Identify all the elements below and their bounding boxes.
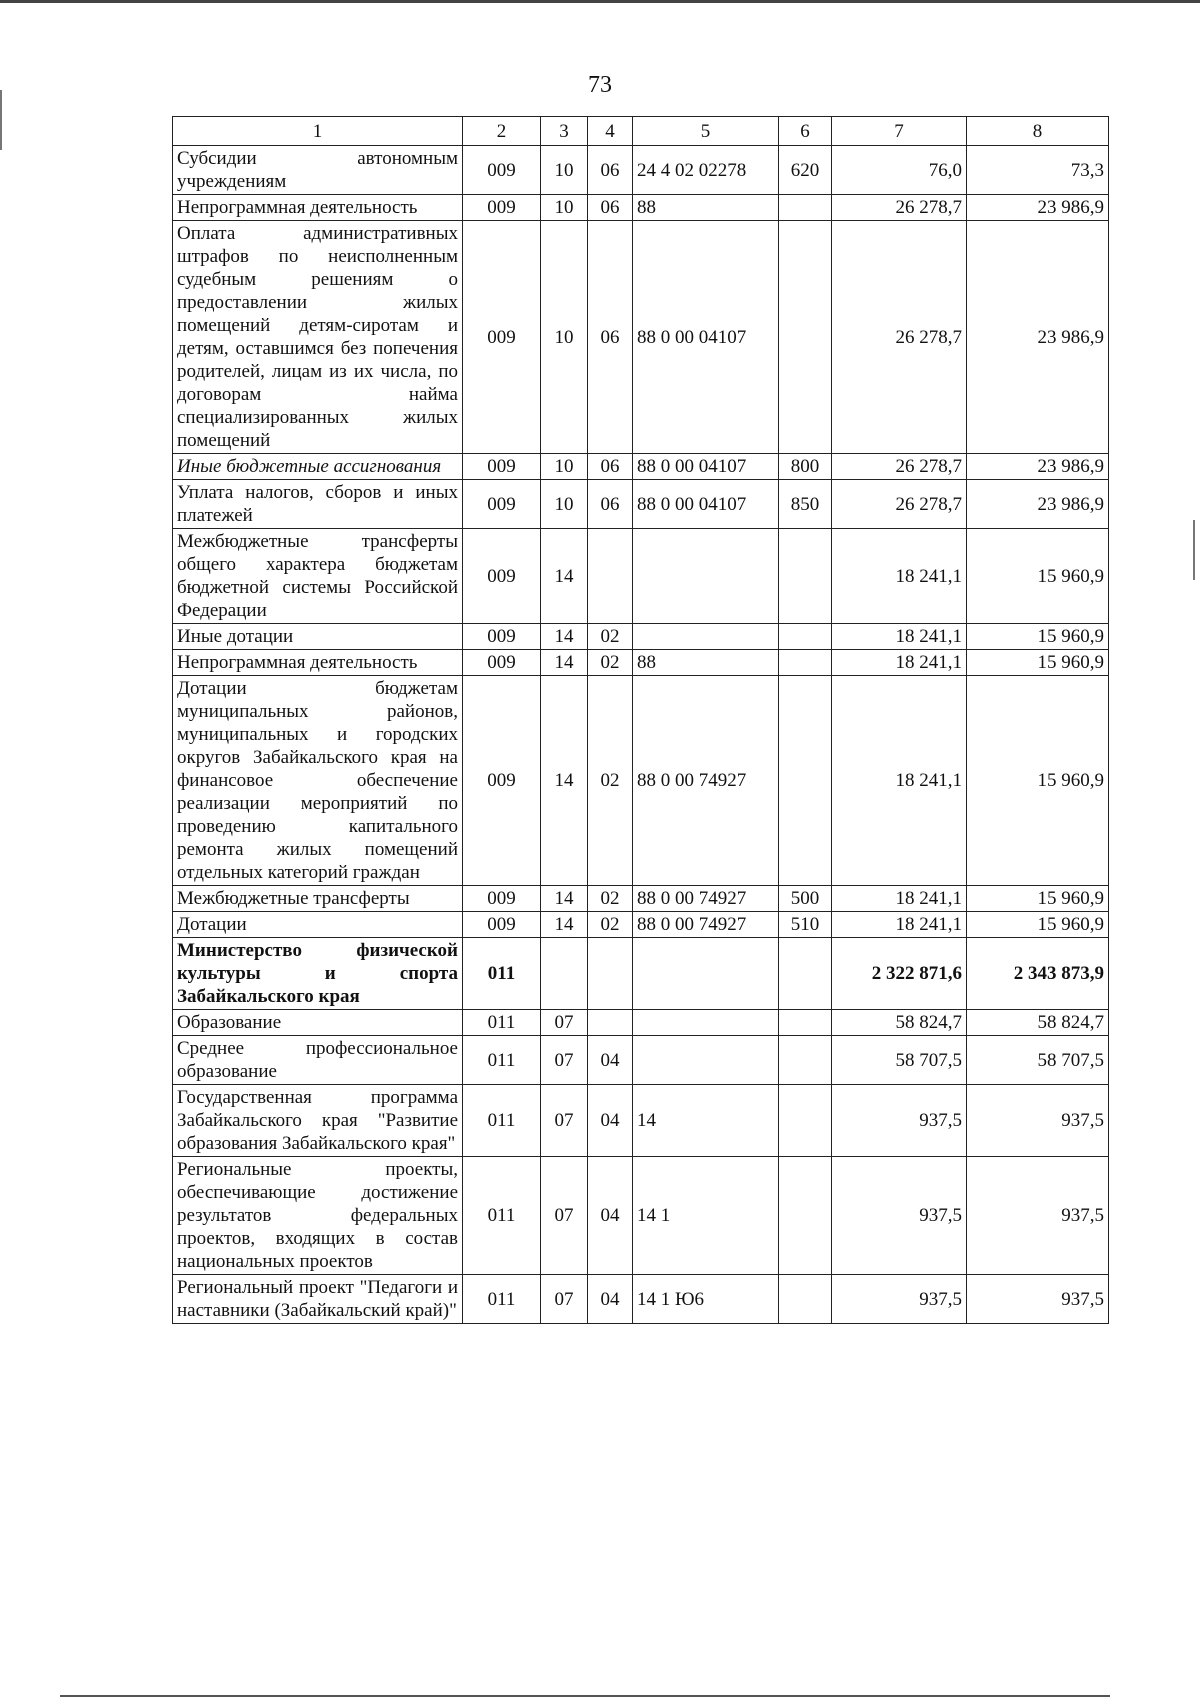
row-amount-year-1: 18 241,1 [832,650,967,676]
row-target-article [633,1036,779,1085]
row-section: 14 [541,650,588,676]
row-amount-year-1: 18 241,1 [832,529,967,624]
row-section: 10 [541,480,588,529]
row-target-article: 88 0 00 74927 [633,676,779,886]
row-amount-year-1: 937,5 [832,1085,967,1157]
table-row [173,1085,1109,1157]
row-expense-type: 500 [779,886,832,912]
row-ministry-code: 009 [463,221,541,454]
row-amount-year-2: 23 986,9 [967,454,1109,480]
row-subsection: 04 [588,1085,633,1157]
row-section: 10 [541,195,588,221]
table-row [173,195,1109,221]
header-col-2: 2 [463,117,541,146]
row-amount-year-1: 26 278,7 [832,195,967,221]
row-amount-year-2: 15 960,9 [967,912,1109,938]
row-subsection: 02 [588,886,633,912]
row-ministry-code: 011 [463,1085,541,1157]
row-section: 07 [541,1275,588,1324]
table-row [173,1036,1109,1085]
scan-edge-right [1193,520,1195,580]
row-name: Межбюджетные трансферты общего характера бюджетам бюджетной системы Российской Федерации [173,529,463,624]
row-target-article: 88 [633,195,779,221]
row-amount-year-2: 15 960,9 [967,886,1109,912]
row-section: 07 [541,1036,588,1085]
row-amount-year-2: 23 986,9 [967,195,1109,221]
row-name: Уплата налогов, сборов и иных платежей [173,480,463,529]
row-target-article: 88 0 00 74927 [633,886,779,912]
scan-edge-bottom [60,1695,1110,1697]
row-target-article [633,624,779,650]
row-subsection: 04 [588,1157,633,1275]
row-name: Дотации [173,912,463,938]
row-name: Образование [173,1010,463,1036]
row-section: 10 [541,221,588,454]
row-amount-year-2: 937,5 [967,1275,1109,1324]
row-amount-year-2: 15 960,9 [967,624,1109,650]
row-expense-type [779,1275,832,1324]
table-row [173,938,1109,1010]
row-ministry-code: 009 [463,650,541,676]
header-col-7: 7 [832,117,967,146]
row-name: Непрограммная деятельность [173,195,463,221]
row-amount-year-2: 937,5 [967,1085,1109,1157]
row-target-article: 14 1 [633,1157,779,1275]
header-col-6: 6 [779,117,832,146]
table-row [173,624,1109,650]
row-name: Непрограммная деятельность [173,650,463,676]
table-row [173,886,1109,912]
row-amount-year-1: 937,5 [832,1275,967,1324]
row-target-article: 24 4 02 02278 [633,146,779,195]
row-subsection: 06 [588,146,633,195]
row-target-article: 88 0 00 04107 [633,221,779,454]
row-section: 14 [541,886,588,912]
row-expense-type [779,529,832,624]
row-amount-year-2: 58 707,5 [967,1036,1109,1085]
row-expense-type [779,624,832,650]
row-name: Региональные проекты, обеспечивающие достижение результатов федеральных проектов, входящих в состав национальных проектов [173,1157,463,1275]
table-row [173,454,1109,480]
row-section: 10 [541,454,588,480]
row-name: Иные бюджетные ассигнования [173,454,463,480]
row-ministry-code: 009 [463,146,541,195]
header-col-1: 1 [173,117,463,146]
page-number: 73 [588,72,612,98]
row-expense-type [779,650,832,676]
row-amount-year-1: 26 278,7 [832,454,967,480]
table-row [173,650,1109,676]
table-row [173,221,1109,454]
row-target-article: 88 0 00 74927 [633,912,779,938]
row-name: Межбюджетные трансферты [173,886,463,912]
row-subsection: 02 [588,650,633,676]
header-col-4: 4 [588,117,633,146]
row-ministry-code: 009 [463,195,541,221]
row-amount-year-2: 15 960,9 [967,650,1109,676]
row-subsection: 04 [588,1275,633,1324]
row-amount-year-1: 18 241,1 [832,886,967,912]
row-expense-type: 510 [779,912,832,938]
row-amount-year-2: 58 824,7 [967,1010,1109,1036]
header-col-3: 3 [541,117,588,146]
row-ministry-code: 011 [463,1036,541,1085]
row-section [541,938,588,1010]
row-section: 14 [541,912,588,938]
row-amount-year-1: 58 707,5 [832,1036,967,1085]
row-expense-type: 850 [779,480,832,529]
row-amount-year-2: 23 986,9 [967,221,1109,454]
row-subsection: 06 [588,480,633,529]
row-name: Субсидии автономным учреждениям [173,146,463,195]
row-expense-type: 620 [779,146,832,195]
row-expense-type [779,1036,832,1085]
row-amount-year-1: 26 278,7 [832,221,967,454]
row-name: Иные дотации [173,624,463,650]
row-ministry-code: 009 [463,912,541,938]
row-section: 10 [541,146,588,195]
row-subsection: 06 [588,195,633,221]
header-col-5: 5 [633,117,779,146]
row-ministry-code: 009 [463,676,541,886]
table-row [173,529,1109,624]
row-ministry-code: 011 [463,1157,541,1275]
row-target-article: 14 1 Ю6 [633,1275,779,1324]
budget-table [172,116,1109,1324]
row-amount-year-2: 73,3 [967,146,1109,195]
row-section: 07 [541,1010,588,1036]
row-subsection [588,529,633,624]
row-amount-year-1: 58 824,7 [832,1010,967,1036]
row-amount-year-2: 15 960,9 [967,529,1109,624]
row-ministry-code: 009 [463,886,541,912]
row-name: Среднее профессиональное образование [173,1036,463,1085]
row-ministry-code: 009 [463,454,541,480]
row-amount-year-1: 2 322 871,6 [832,938,967,1010]
row-amount-year-1: 18 241,1 [832,912,967,938]
row-section: 07 [541,1157,588,1275]
table-row [173,676,1109,886]
row-subsection: 06 [588,221,633,454]
row-amount-year-1: 937,5 [832,1157,967,1275]
scan-edge-left [0,90,2,150]
row-target-article [633,938,779,1010]
table-header-row [173,117,1109,146]
row-subsection: 02 [588,676,633,886]
row-expense-type: 800 [779,454,832,480]
table-row [173,146,1109,195]
row-ministry-code: 011 [463,1275,541,1324]
row-subsection: 02 [588,912,633,938]
row-amount-year-2: 15 960,9 [967,676,1109,886]
table-row [173,1157,1109,1275]
table-row [173,1275,1109,1324]
row-name: Министерство физической культуры и спорта Забайкальского края [173,938,463,1010]
row-section: 07 [541,1085,588,1157]
table-row [173,912,1109,938]
row-amount-year-2: 937,5 [967,1157,1109,1275]
row-target-article: 14 [633,1085,779,1157]
row-name: Дотации бюджетам муниципальных районов, муниципальных и городских округов Забайкальского края на финансовое обеспечение реализации мероприятий по проведению капитального ремонта жилых помещений отдельных категорий граждан [173,676,463,886]
row-section: 14 [541,676,588,886]
row-target-article: 88 [633,650,779,676]
row-expense-type [779,938,832,1010]
row-expense-type [779,221,832,454]
row-target-article [633,1010,779,1036]
row-name: Государственная программа Забайкальского края "Развитие образования Забайкальского края" [173,1085,463,1157]
table-row [173,1010,1109,1036]
row-section: 14 [541,529,588,624]
row-expense-type [779,195,832,221]
table-row [173,480,1109,529]
row-expense-type [779,1010,832,1036]
row-subsection: 06 [588,454,633,480]
row-subsection: 04 [588,1036,633,1085]
row-amount-year-2: 2 343 873,9 [967,938,1109,1010]
row-target-article: 88 0 00 04107 [633,454,779,480]
row-section: 14 [541,624,588,650]
row-subsection [588,938,633,1010]
row-amount-year-1: 18 241,1 [832,624,967,650]
row-amount-year-1: 18 241,1 [832,676,967,886]
row-expense-type [779,1157,832,1275]
row-expense-type [779,1085,832,1157]
row-ministry-code: 009 [463,480,541,529]
row-expense-type [779,676,832,886]
scan-edge-top [0,0,1200,3]
row-amount-year-2: 23 986,9 [967,480,1109,529]
row-ministry-code: 011 [463,1010,541,1036]
row-name: Оплата административных штрафов по неисполненным судебным решениям о предоставлении жилых помещений детям-сиротам и детям, оставшимся без попечения родителей, лицам из их числа, по договорам найма специализированных жилых помещений [173,221,463,454]
row-amount-year-1: 76,0 [832,146,967,195]
row-ministry-code: 011 [463,938,541,1010]
row-ministry-code: 009 [463,624,541,650]
row-ministry-code: 009 [463,529,541,624]
row-name: Региональный проект "Педагоги и наставники (Забайкальский край)" [173,1275,463,1324]
header-col-8: 8 [967,117,1109,146]
row-subsection [588,1010,633,1036]
row-target-article: 88 0 00 04107 [633,480,779,529]
row-target-article [633,529,779,624]
row-subsection: 02 [588,624,633,650]
row-amount-year-1: 26 278,7 [832,480,967,529]
